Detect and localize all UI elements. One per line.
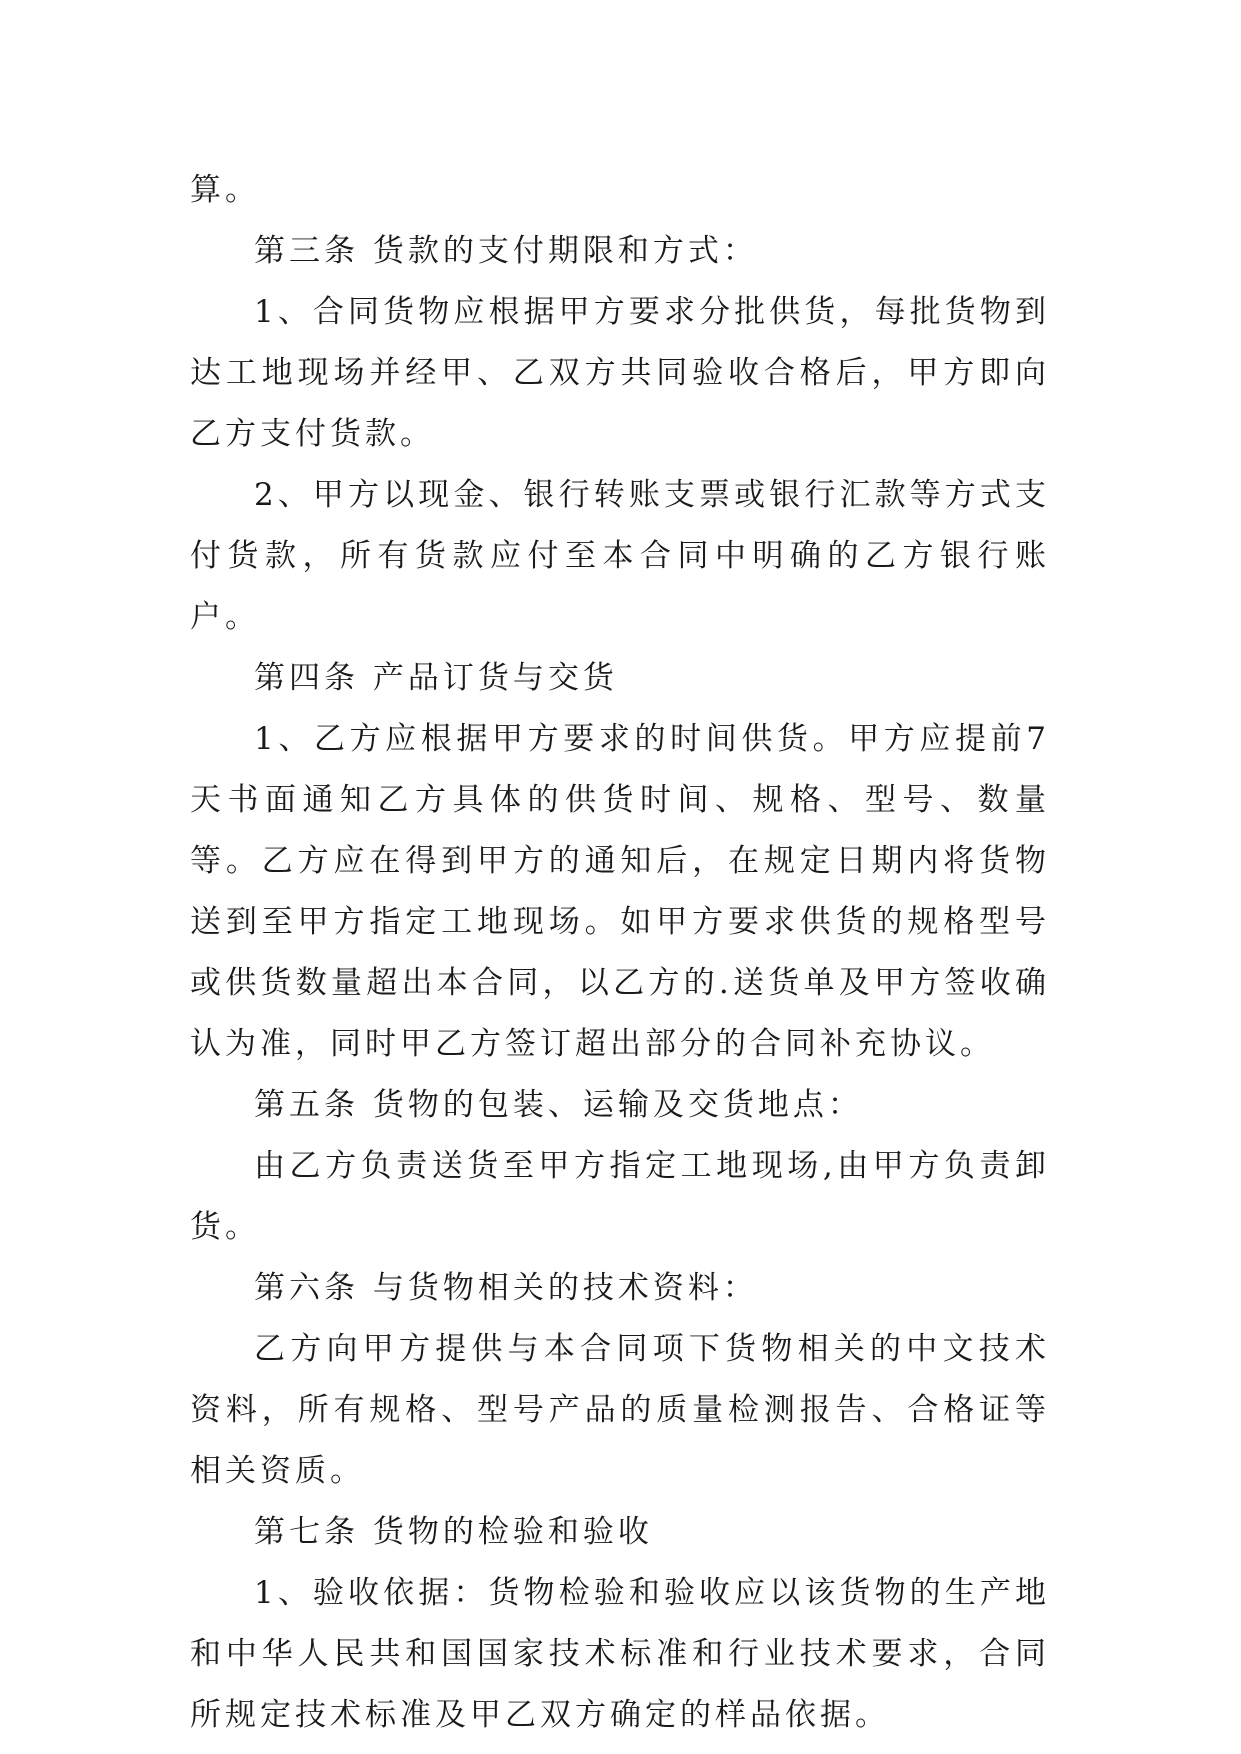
article-7-clause-1: 1、验收依据：货物检验和验收应以该货物的生产地和中华人民共和国国家技术标准和行业技术要求，合同所规定技术标准及甲乙双方确定的样品依据。 [190, 1575, 1050, 1733]
article-4-heading: 第四条 产品订货与交货 [254, 660, 618, 696]
article-3-heading: 第三条 货款的支付期限和方式： [254, 233, 758, 269]
article-5-heading: 第五条 货物的包装、运输及交货地点： [254, 1087, 863, 1123]
article-6-heading: 第六条 与货物相关的技术资料： [254, 1270, 758, 1306]
article-5-body: 由乙方负责送货至甲方指定工地现场,由甲方负责卸货。 [190, 1148, 1050, 1245]
article-4-clause-1: 1、乙方应根据甲方要求的时间供货。甲方应提前7天书面通知乙方具体的供货时间、规格、型号、数量等。乙方应在得到甲方的通知后，在规定日期内将货物送到至甲方指定工地现场。如甲方要求供货的规格型号或供货数量超出本合同，以乙方的.送货单及甲方签收确认为准，同时甲乙方签订超出部分的合同补充协议。 [190, 721, 1050, 1062]
article-6-body: 乙方向甲方提供与本合同项下货物相关的中文技术资料，所有规格、型号产品的质量检测报告、合格证等相关资质。 [190, 1331, 1050, 1489]
article-7-heading: 第七条 货物的检验和验收 [254, 1514, 653, 1550]
article-3-clause-2: 2、甲方以现金、银行转账支票或银行汇款等方式支付货款，所有货款应付至本合同中明确的乙方银行账户。 [190, 477, 1050, 635]
contract-body [190, 160, 1050, 1746]
article-3-clause-1: 1、合同货物应根据甲方要求分批供货，每批货物到达工地现场并经甲、乙双方共同验收合格后，甲方即向乙方支付货款。 [190, 294, 1050, 452]
paragraph-continuation: 算。 [190, 172, 260, 208]
